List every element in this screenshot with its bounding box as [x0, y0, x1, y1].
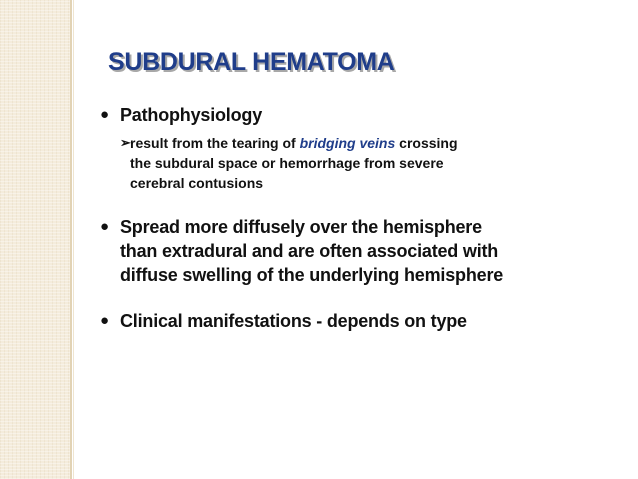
- sub-bullet-prefix: result from the tearing of: [130, 135, 300, 151]
- bullet-label: Pathophysiology: [120, 105, 263, 125]
- band-divider-line-thin: [73, 0, 74, 479]
- filled-circle-bullet-icon: ●: [100, 312, 109, 329]
- bullet-spread-line-1: Spread more diffusely over the hemisphere: [120, 217, 482, 237]
- filled-circle-bullet-icon: ●: [100, 106, 109, 123]
- sub-bullet-line-2: the subdural space or hemorrhage from severe: [130, 155, 444, 171]
- bullet-spread: [100, 215, 620, 287]
- bullet-spread-text: [120, 215, 620, 287]
- right-arrowhead-bullet-icon: ➢: [120, 135, 131, 150]
- filled-circle-bullet-icon: ●: [100, 218, 109, 235]
- sub-bullet-line-3: cerebral contusions: [130, 175, 264, 191]
- sub-bullet-text: [130, 133, 620, 193]
- bullet-spread-line-3: diffuse swelling of the underlying hemisphere: [120, 265, 504, 285]
- slide-content: [100, 103, 620, 333]
- bullet-spread-line-2: than extradural and are often associated with: [120, 241, 499, 261]
- decorative-side-band: [0, 0, 70, 479]
- sub-bullet-line-1: [130, 133, 620, 153]
- bullet-label: Clinical manifestations - depends on type: [120, 311, 467, 331]
- sub-bullet-pathophysiology: [120, 133, 620, 193]
- bullet-clinical-manifestations: [100, 309, 620, 333]
- band-divider-line: [70, 0, 72, 479]
- sub-bullet-line1-rest: crossing: [395, 135, 458, 151]
- emphasis-bridging-veins: bridging veins: [299, 135, 396, 151]
- bullet-pathophysiology: [100, 103, 620, 127]
- slide-title: SUBDURAL HEMATOMA: [108, 48, 395, 76]
